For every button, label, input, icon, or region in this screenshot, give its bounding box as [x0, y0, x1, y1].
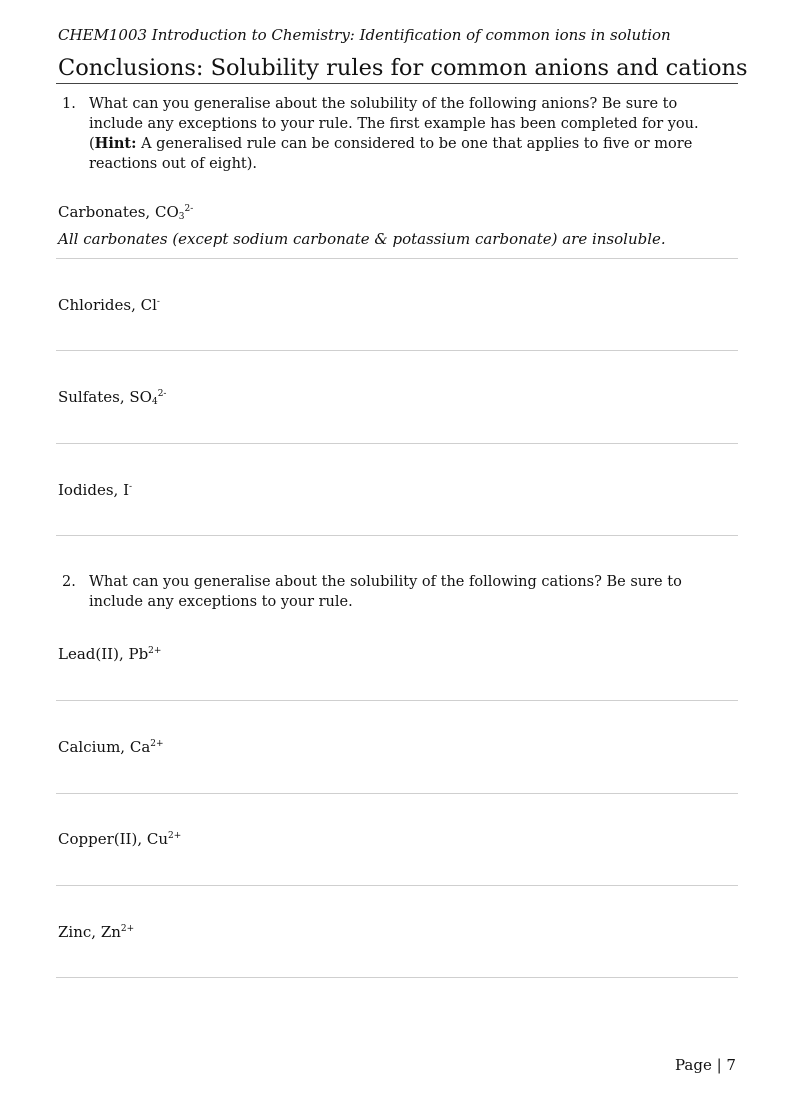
answer-line-iodides	[56, 535, 738, 536]
question-1-number: 1.	[62, 96, 76, 112]
title-divider	[56, 83, 738, 84]
answer-line-lead	[56, 700, 738, 701]
page-number: Page | 7	[675, 1056, 736, 1074]
question-1-text-after: A generalised rule can be considered to be one that applies to five or more reactions out of eight).	[89, 136, 693, 172]
page-title: Conclusions: Solubility rules for common anions and cations	[58, 55, 748, 81]
question-1-text-before: What can you generalise about the solubility of the following anions? Be sure to include any exceptions to your rule. The first example has been completed for you. (	[89, 96, 699, 152]
answer-line-zinc	[56, 977, 738, 978]
anion-label-sulfates: Sulfates, $SO_4^{2-}$	[58, 388, 167, 407]
cation-label-lead: Lead(II), $Pb^{2+}$	[58, 645, 162, 663]
anion-label-carbonates: Carbonates, $CO_3^{2-}$	[58, 203, 194, 222]
cation-label-copper: Copper(II), $Cu^{2+}$	[58, 830, 182, 848]
anion-label-iodides: Iodides, I-	[58, 481, 133, 499]
question-2-text: What can you generalise about the solubility of the following cations? Be sure to include any exceptions to your rule.	[89, 574, 682, 610]
question-1	[62, 94, 727, 174]
answer-line-chlorides	[56, 350, 738, 351]
answer-carbonates[interactable]: All carbonates (except sodium carbonate & potassium carbonate) are insoluble.	[58, 230, 666, 248]
cation-label-calcium: Calcium, $Ca^{2+}$	[58, 738, 164, 756]
question-1-text	[89, 94, 727, 174]
hint-label: Hint:	[94, 135, 137, 152]
anion-label-chlorides: Chlorides, Cl-	[58, 296, 160, 314]
course-header: CHEM1003 Introduction to Chemistry: Identification of common ions in solution	[58, 26, 671, 44]
answer-line-copper	[56, 885, 738, 886]
question-2	[62, 572, 727, 612]
cation-label-zinc: Zinc, $Zn^{2+}$	[58, 923, 135, 941]
question-2-number: 2.	[62, 574, 76, 590]
answer-line-calcium	[56, 793, 738, 794]
answer-line-carbonates	[56, 258, 738, 259]
answer-line-sulfates	[56, 443, 738, 444]
